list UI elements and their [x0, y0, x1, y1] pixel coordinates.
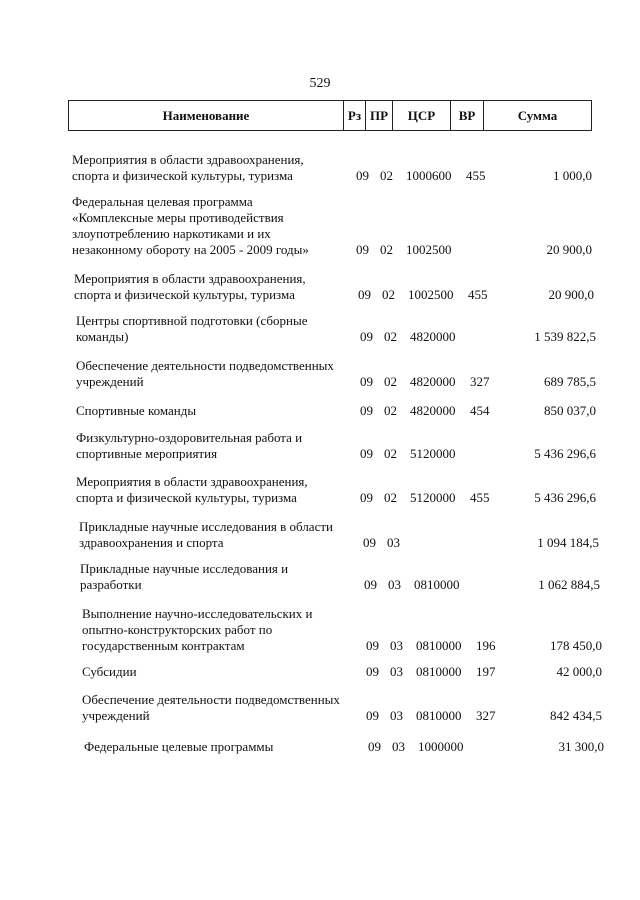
row-sum: 20 900,0 [546, 242, 592, 257]
row-name: Прикладные научные исследования и разработки [80, 561, 289, 592]
row-pr: 02 [380, 168, 393, 183]
page-number: 529 [309, 76, 331, 91]
header-rz: Рз [344, 101, 366, 130]
row-vr: 196 [476, 638, 496, 653]
row-name: Спортивные команды [76, 403, 197, 418]
row-csr: 4820000 [410, 329, 456, 344]
row-sum: 178 450,0 [550, 638, 602, 653]
row-rz: 09 [366, 708, 379, 723]
row-sum: 20 900,0 [548, 287, 594, 302]
row-rz: 09 [360, 446, 373, 461]
row-name: Федеральные целевые программы [84, 739, 274, 754]
row-csr: 1000600 [406, 168, 452, 183]
header-vr: ВР [451, 101, 484, 130]
row-rz: 09 [358, 287, 371, 302]
row-pr: 02 [384, 403, 397, 418]
row-csr: 0810000 [416, 638, 462, 653]
row-pr: 02 [384, 374, 397, 389]
row-name: Субсидии [82, 664, 137, 679]
row-name: Выполнение научно-исследовательских и опытно-конструкторских работ по государственным контрактам [82, 606, 313, 653]
row-name: Центры спортивной подготовки (сборные команды) [76, 313, 308, 344]
row-sum: 1 062 884,5 [538, 577, 600, 592]
row-name: Федеральная целевая программа «Комплексные меры противодействия злоупотреблению наркотиками и их незаконному обороту на 2005 - 2009 годы» [72, 194, 309, 257]
row-csr: 5120000 [410, 490, 456, 505]
row-pr: 03 [390, 708, 403, 723]
row-rz: 09 [356, 168, 369, 183]
row-csr: 0810000 [416, 708, 462, 723]
row-sum: 31 300,0 [558, 739, 604, 754]
row-pr: 03 [387, 535, 400, 550]
row-name: Обеспечение деятельности подведомственных учреждений [82, 692, 340, 723]
row-csr: 5120000 [410, 446, 456, 461]
row-csr: 4820000 [410, 403, 456, 418]
row-sum: 1 094 184,5 [537, 535, 599, 550]
row-csr: 0810000 [416, 664, 462, 679]
row-rz: 09 [363, 535, 376, 550]
row-pr: 02 [384, 490, 397, 505]
row-name: Мероприятия в области здравоохранения, спорта и физической культуры, туризма [72, 152, 304, 183]
row-sum: 1 539 822,5 [534, 329, 596, 344]
header-sum: Сумма [517, 108, 558, 123]
row-sum: 689 785,5 [544, 374, 596, 389]
header-csr: ЦСР [393, 101, 451, 130]
row-rz: 09 [360, 403, 373, 418]
row-pr: 02 [384, 446, 397, 461]
row-pr: 02 [384, 329, 397, 344]
row-rz: 09 [366, 664, 379, 679]
row-pr: 02 [382, 287, 395, 302]
row-vr: 455 [466, 168, 486, 183]
row-csr: 1002500 [406, 242, 452, 257]
row-csr: 1000000 [418, 739, 464, 754]
row-pr: 02 [380, 242, 393, 257]
row-name: Физкультурно-оздоровительная работа и спортивные мероприятия [76, 430, 303, 461]
row-vr: 327 [476, 708, 496, 723]
row-sum: 1 000,0 [553, 168, 592, 183]
row-pr: 03 [390, 664, 403, 679]
row-pr: 03 [392, 739, 405, 754]
row-rz: 09 [360, 374, 373, 389]
row-sum: 42 000,0 [556, 664, 602, 679]
row-csr: 0810000 [414, 577, 460, 592]
row-name: Обеспечение деятельности подведомственных учреждений [76, 358, 334, 389]
row-vr: 327 [470, 374, 490, 389]
row-vr: 455 [470, 490, 490, 505]
row-rz: 09 [360, 329, 373, 344]
header-name: Наименование [69, 101, 344, 130]
row-csr: 4820000 [410, 374, 456, 389]
row-csr: 1002500 [408, 287, 454, 302]
row-rz: 09 [356, 242, 369, 257]
row-pr: 03 [390, 638, 403, 653]
row-name: Прикладные научные исследования в области здравоохранения и спорта [79, 519, 333, 550]
row-rz: 09 [366, 638, 379, 653]
row-vr: 197 [476, 664, 496, 679]
row-vr: 454 [470, 403, 490, 418]
row-rz: 09 [368, 739, 381, 754]
row-sum: 5 436 296,6 [534, 490, 596, 505]
header-pr: ПР [366, 101, 393, 130]
row-pr: 03 [388, 577, 401, 592]
row-rz: 09 [360, 490, 373, 505]
row-sum: 850 037,0 [544, 403, 596, 418]
row-name: Мероприятия в области здравоохранения, спорта и физической культуры, туризма [74, 271, 306, 302]
row-name: Мероприятия в области здравоохранения, спорта и физической культуры, туризма [76, 474, 308, 505]
row-vr: 455 [468, 287, 488, 302]
row-rz: 09 [364, 577, 377, 592]
row-sum: 5 436 296,6 [534, 446, 596, 461]
row-sum: 842 434,5 [550, 708, 602, 723]
